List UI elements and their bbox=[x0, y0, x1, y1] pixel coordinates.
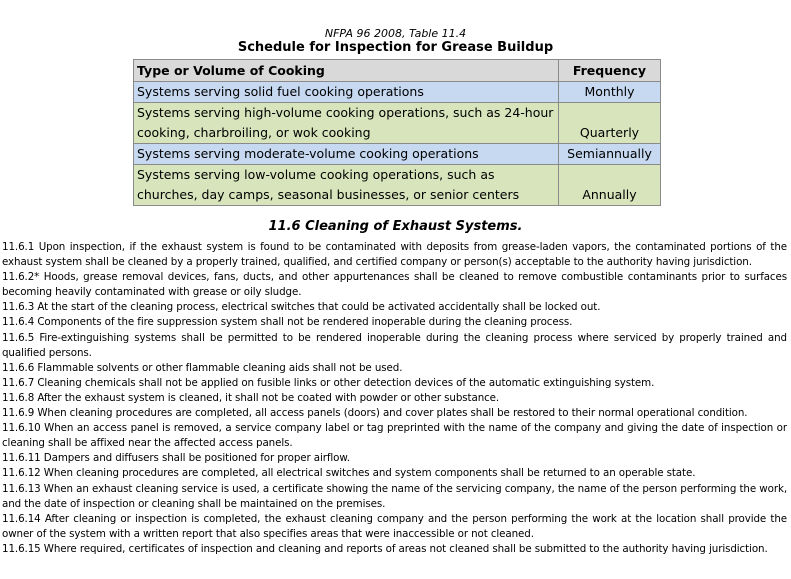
cooking-type-cell: Systems serving high-volume cooking operations, such as 24-hour cooking, charbroiling, or wok cooking bbox=[134, 103, 559, 144]
paragraph-11-6-5: 11.6.5 Fire-extinguishing systems shall be permitted to be rendered inoperable during the cleaning process where serviced by properly trained and qualified persons. bbox=[2, 331, 787, 359]
table-header-row bbox=[134, 60, 661, 82]
cooking-type-cell: Systems serving low-volume cooking operations, such as churches, day camps, seasonal businesses, or senior centers bbox=[134, 165, 559, 206]
table-row bbox=[134, 144, 661, 165]
frequency-cell: Quarterly bbox=[559, 103, 661, 144]
table-row bbox=[134, 165, 661, 206]
frequency-cell: Annually bbox=[559, 165, 661, 206]
cooking-type-cell: Systems serving moderate-volume cooking operations bbox=[134, 144, 559, 165]
paragraph-11-6-8: 11.6.8 After the exhaust system is cleaned, it shall not be coated with powder or other substance. bbox=[2, 391, 500, 404]
section-body bbox=[2, 240, 787, 557]
table-row bbox=[134, 82, 661, 103]
paragraph-11-6-15: 11.6.15 Where required, certificates of inspection and cleaning and reports of areas not cleaned shall be submitted to the authority having jurisdiction. bbox=[2, 542, 768, 555]
frequency-cell: Semiannually bbox=[559, 144, 661, 165]
table-title: Schedule for Inspection for Grease Buildup bbox=[237, 40, 554, 55]
table-source-caption: NFPA 96 2008, Table 11.4 bbox=[324, 27, 467, 40]
cooking-type-cell: Systems serving solid fuel cooking operations bbox=[134, 82, 559, 103]
paragraph-11-6-3: 11.6.3 At the start of the cleaning process, electrical switches that could be activated accidentally shall be locked out. bbox=[2, 301, 601, 314]
paragraph-11-6-2: 11.6.2* Hoods, grease removal devices, fans, ducts, and other appurtenances shall be cleaned to remove combustible contaminants prior to surfaces becoming heavily contaminated with grease or oily sludge. bbox=[2, 271, 787, 299]
paragraph-11-6-10: 11.6.10 When an access panel is removed, a service company label or tag preprinted with the name of the company and giving the date of inspection or cleaning shall be affixed near the affected access panels. bbox=[2, 422, 787, 450]
paragraph-11-6-9: 11.6.9 When cleaning procedures are completed, all access panels (doors) and cover plates shall be restored to their normal operational condition. bbox=[2, 407, 748, 420]
section-heading: 11.6 Cleaning of Exhaust Systems. bbox=[268, 219, 523, 234]
paragraph-11-6-12: 11.6.12 When cleaning procedures are completed, all electrical switches and system components shall be returned to an operable state. bbox=[2, 467, 696, 480]
paragraph-11-6-11: 11.6.11 Dampers and diffusers shall be positioned for proper airflow. bbox=[2, 452, 350, 465]
column-header-type: Type or Volume of Cooking bbox=[134, 60, 559, 82]
grease-inspection-schedule-table bbox=[133, 59, 661, 206]
paragraph-11-6-13: 11.6.13 When an exhaust cleaning service is used, a certificate showing the name of the servicing company, the name of the person performing the work, and the date of inspection or cleaning shall be maintained on the premises. bbox=[2, 482, 787, 510]
paragraph-11-6-4: 11.6.4 Components of the fire suppression system shall not be rendered inoperable during the cleaning process. bbox=[2, 316, 573, 329]
table-row bbox=[134, 103, 661, 144]
paragraph-11-6-6: 11.6.6 Flammable solvents or other flammable cleaning aids shall not be used. bbox=[2, 361, 403, 374]
frequency-cell: Monthly bbox=[559, 82, 661, 103]
column-header-frequency: Frequency bbox=[559, 60, 661, 82]
paragraph-11-6-1: 11.6.1 Upon inspection, if the exhaust system is found to be contaminated with deposits from grease-laden vapors, the contaminated portions of the exhaust system shall be cleaned by a properly trained, qualified, and certified company or person(s) acceptable to the authority having jurisdiction. bbox=[2, 241, 787, 269]
paragraph-11-6-7: 11.6.7 Cleaning chemicals shall not be applied on fusible links or other detection devices of the automatic extinguishing system. bbox=[2, 376, 655, 389]
paragraph-11-6-14: 11.6.14 After cleaning or inspection is completed, the exhaust cleaning company and the person performing the work at the location shall provide the owner of the system with a written report that also specifies areas that were inaccessible or not cleaned. bbox=[2, 512, 787, 540]
